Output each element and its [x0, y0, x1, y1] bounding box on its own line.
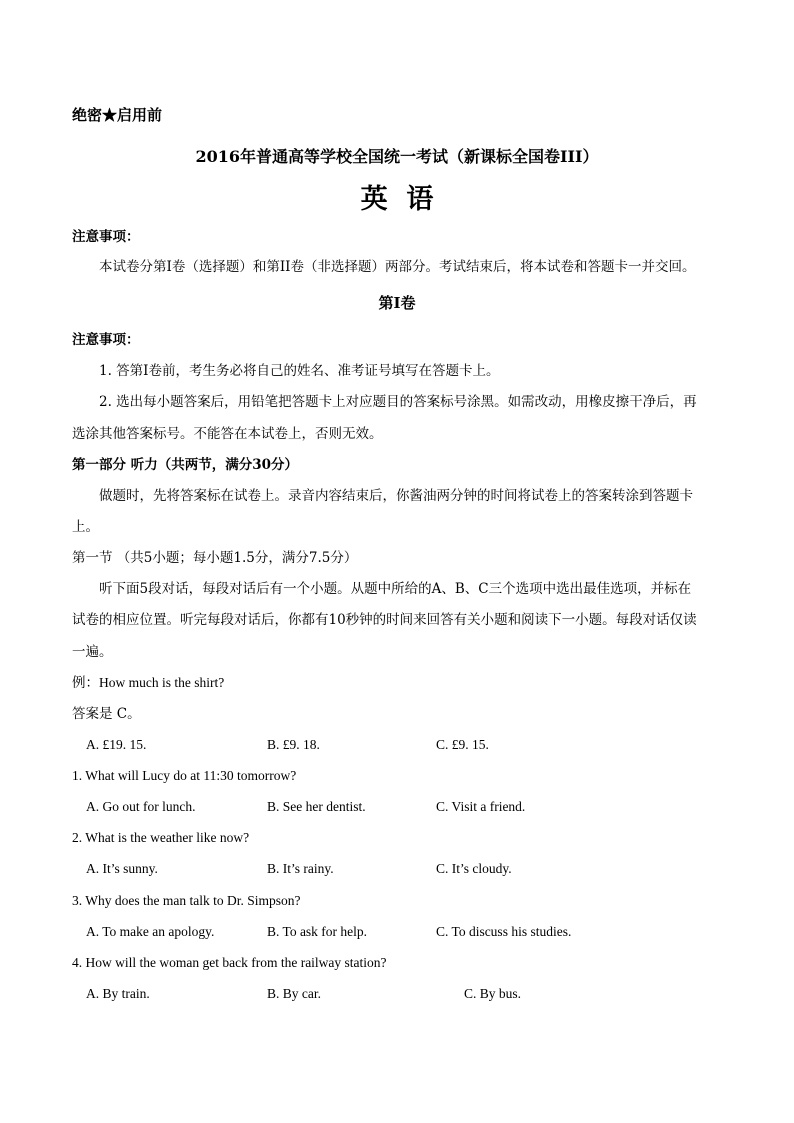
question-2-option-c: C. It’s cloudy. [436, 861, 512, 876]
question-1: 1. What will Lucy do at 11:30 tomorrow? [72, 768, 297, 783]
question-1-option-c: C. Visit a friend. [436, 799, 526, 814]
notice-text: 本试卷分第I卷（选择题）和第II卷（非选择题）两部分。考试结束后，将本试卷和答题卡一并交回。 [99, 259, 696, 275]
question-3-option-b: B. To ask for help. [267, 924, 368, 939]
question-4-option-c: C. By bus. [464, 986, 522, 1001]
question-4-option-a: A. By train. [86, 986, 150, 1001]
question-1-option-b: B. See her dentist. [267, 799, 366, 814]
part1-intro-line2: 上。 [72, 519, 99, 535]
question-1-option-a: A. Go out for lunch. [86, 799, 196, 814]
subject-title: 英 语 [360, 184, 434, 215]
section1-line1: 听下面5段对话，每段对话后有一个小题。从题中所给的A、B、C三个选项中选出最佳选项，并标在 [99, 581, 692, 597]
example-answer: 答案是 C。 [72, 706, 141, 722]
question-4: 4. How will the woman get back from the railway station? [72, 955, 387, 970]
question-4-option-b: B. By car. [267, 986, 321, 1001]
question-2: 2. What is the weather like now? [72, 830, 250, 845]
exam-title: 2016年普通高等学校全国统一考试（新课标全国卷III） [195, 147, 599, 166]
notice-item-2-line1: 2. 选出每小题答案后，用铅笔把答题卡上对应题目的答案标号涂黑。如需改动，用橡皮擦干净后，再 [99, 394, 697, 410]
example-option-c: C. £9. 15. [436, 737, 489, 752]
notice-item-1: 1. 答第I卷前，考生务必将自己的姓名、准考证号填写在答题卡上。 [99, 363, 500, 379]
section1-line3: 一遍。 [72, 644, 113, 660]
section1-heading: 第一节 （共5小题；每小题1.5分，满分7.5分） [72, 550, 358, 566]
question-3-option-a: A. To make an apology. [86, 924, 215, 939]
question-3: 3. Why does the man talk to Dr. Simpson? [72, 893, 301, 908]
part1-heading: 第一部分 听力（共两节，满分30分） [72, 457, 298, 473]
confidential-mark: 绝密★启用前 [72, 106, 163, 124]
question-2-option-b: B. It’s rainy. [267, 861, 334, 876]
example-option-a: A. £19. 15. [86, 737, 147, 752]
notice-item-2-line2: 选涂其他答案标号。不能答在本试卷上，否则无效。 [72, 426, 383, 442]
question-3-option-c: C. To discuss his studies. [436, 924, 572, 939]
example-question: 例：How much is the shirt? [72, 675, 225, 690]
question-2-option-a: A. It’s sunny. [86, 861, 158, 876]
part1-intro-line1: 做题时，先将答案标在试卷上。录音内容结束后，你酱油两分钟的时间将试卷上的答案转涂到答题卡 [99, 488, 693, 504]
section1-line2: 试卷的相应位置。听完每段对话后，你都有10秒钟的时间来回答有关小题和阅读下一小题。每段对话仅读 [72, 612, 697, 628]
example-option-b: B. £9. 18. [267, 737, 320, 752]
volume-notice-heading: 注意事项： [72, 332, 140, 348]
notice-heading: 注意事项： [72, 229, 140, 245]
volume-title: 第I卷 [378, 294, 416, 312]
